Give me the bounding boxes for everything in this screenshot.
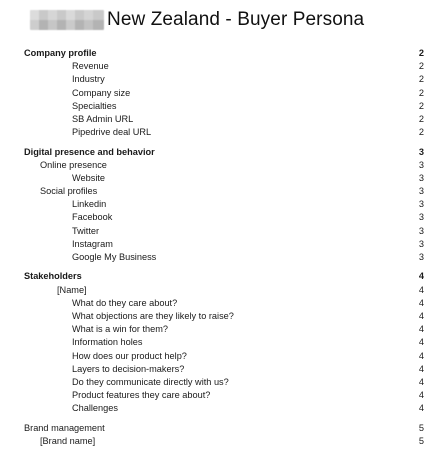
toc-page-number: 4 xyxy=(418,284,424,295)
toc-page-number: 2 xyxy=(418,74,424,85)
toc-entry[interactable] xyxy=(24,336,424,349)
toc-entry-label: Information holes xyxy=(72,337,143,348)
toc-page-number: 4 xyxy=(418,271,424,282)
toc-page-number: 3 xyxy=(418,212,424,223)
toc-page-number: 4 xyxy=(418,337,424,348)
toc-page-number: 3 xyxy=(418,186,424,197)
toc-entry-label: Product features they care about? xyxy=(72,390,211,401)
toc-entry[interactable] xyxy=(24,389,424,402)
toc-entry[interactable] xyxy=(24,198,424,211)
toc-heading[interactable] xyxy=(24,270,424,283)
toc-page-number: 5 xyxy=(418,422,424,433)
toc-page-number: 3 xyxy=(418,199,424,210)
toc-entry-label: What do they care about? xyxy=(72,297,178,308)
toc-entry[interactable] xyxy=(24,87,424,100)
toc-entry-label: Website xyxy=(72,172,106,183)
toc-entry-label: Linkedin xyxy=(72,199,107,210)
toc-entry-label: Industry xyxy=(72,74,105,85)
toc-entry-label: Specialties xyxy=(72,100,117,111)
toc-page-number: 2 xyxy=(418,87,424,98)
toc-page-number: 2 xyxy=(418,100,424,111)
toc-page-number: 3 xyxy=(418,172,424,183)
toc-page-number: 4 xyxy=(418,310,424,321)
toc-entry-label: Layers to decision-makers? xyxy=(72,363,185,374)
toc-page-number: 3 xyxy=(418,159,424,170)
toc-page-number: 4 xyxy=(418,390,424,401)
toc-entry-label: Stakeholders xyxy=(24,271,82,282)
toc-entry[interactable] xyxy=(24,159,424,172)
toc-page-number: 2 xyxy=(418,61,424,72)
toc-entry-label: What is a win for them? xyxy=(72,324,168,335)
document-title: New Zealand - Buyer Persona xyxy=(107,9,365,30)
toc-entry[interactable] xyxy=(24,402,424,415)
toc-page-number: 4 xyxy=(418,376,424,387)
toc-entry-label: SB Admin URL xyxy=(72,113,134,124)
toc-entry-label: Facebook xyxy=(72,212,113,223)
toc-page-number: 3 xyxy=(418,146,424,157)
toc-page-number: 3 xyxy=(418,252,424,262)
toc-entry-label: Brand management xyxy=(24,422,105,433)
toc-entry-label: Digital presence and behavior xyxy=(24,146,155,157)
toc-page-number: 3 xyxy=(418,238,424,249)
toc-page-number: 2 xyxy=(418,48,424,58)
table-of-contents xyxy=(24,47,424,448)
toc-page-number: 4 xyxy=(418,350,424,361)
toc-entry-label: Twitter xyxy=(72,225,100,236)
document-header xyxy=(30,6,364,34)
toc-entry[interactable] xyxy=(24,238,424,251)
toc-heading[interactable] xyxy=(24,422,424,435)
toc-page-number: 4 xyxy=(418,297,424,308)
toc-entry[interactable] xyxy=(24,126,424,139)
toc-entry[interactable] xyxy=(24,73,424,86)
toc-entry[interactable] xyxy=(24,323,424,336)
toc-entry-label: Revenue xyxy=(72,61,109,72)
toc-page-number: 2 xyxy=(418,113,424,124)
toc-entry[interactable] xyxy=(24,211,424,224)
toc-entry[interactable] xyxy=(24,284,424,297)
toc-entry-label: Pipedrive deal URL xyxy=(72,127,152,138)
toc-page-number: 3 xyxy=(418,225,424,236)
toc-entry[interactable] xyxy=(24,185,424,198)
toc-entry-label: Do they communicate directly with us? xyxy=(72,376,229,387)
toc-page-number: 2 xyxy=(418,127,424,138)
toc-entry-label: Google My Business xyxy=(72,252,157,262)
toc-entry[interactable] xyxy=(24,310,424,323)
toc-entry-label: Online presence xyxy=(40,159,107,170)
toc-entry[interactable] xyxy=(24,113,424,126)
toc-entry-label: What objections are they likely to raise? xyxy=(72,310,234,321)
toc-heading[interactable] xyxy=(24,47,424,60)
toc-entry-label: Social profiles xyxy=(40,186,98,197)
toc-entry[interactable] xyxy=(24,251,424,264)
toc-entry-label: [Name] xyxy=(57,284,87,295)
toc-entry-label: Challenges xyxy=(72,403,118,414)
toc-entry-label: How does our product help? xyxy=(72,350,187,361)
toc-entry[interactable] xyxy=(24,225,424,238)
toc-entry-label: [Brand name] xyxy=(40,435,96,446)
toc-entry-label: Company size xyxy=(72,87,131,98)
toc-entry[interactable] xyxy=(24,363,424,376)
toc-page-number: 4 xyxy=(418,403,424,414)
toc-entry[interactable] xyxy=(24,435,424,448)
toc-page-number: 5 xyxy=(418,435,424,446)
toc-entry-label: Company profile xyxy=(24,48,97,58)
toc-page-number: 4 xyxy=(418,363,424,374)
toc-entry[interactable] xyxy=(24,297,424,310)
toc-heading[interactable] xyxy=(24,146,424,159)
toc-entry[interactable] xyxy=(24,100,424,113)
toc-entry-label: Instagram xyxy=(72,238,113,249)
toc-entry[interactable] xyxy=(24,350,424,363)
toc-entry[interactable] xyxy=(24,60,424,73)
redacted-logo xyxy=(30,10,104,30)
toc-entry[interactable] xyxy=(24,172,424,185)
toc-page-number: 4 xyxy=(418,324,424,335)
toc-entry[interactable] xyxy=(24,376,424,389)
